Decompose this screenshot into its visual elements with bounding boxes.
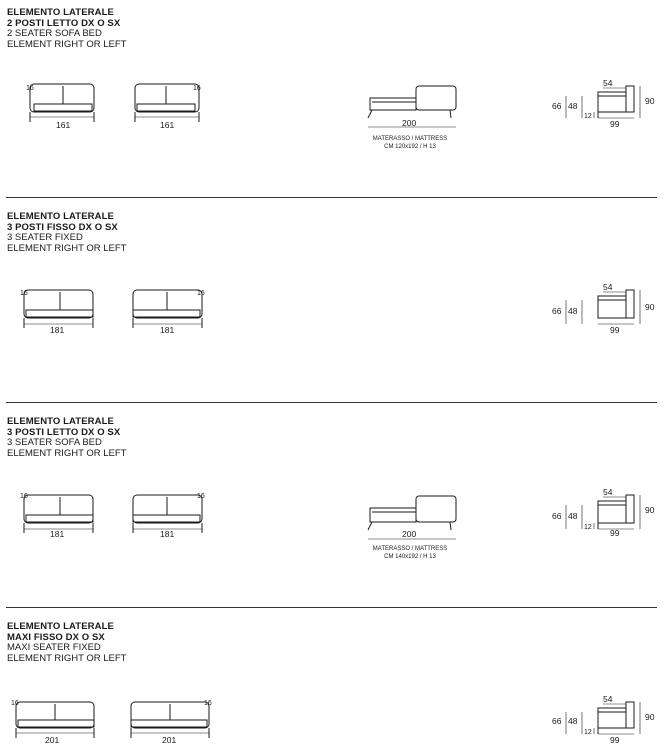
sofa-front-right-drawing [133, 495, 202, 533]
arm-dimension-left: 16 [20, 290, 28, 297]
seat-depth-dimension: 54 [603, 282, 613, 292]
height-dimension: 90 [645, 505, 655, 515]
mattress-label: MATERASSO / MATTRESS [372, 136, 448, 142]
heading-model: 3 POSTI FISSO DX O SX [7, 221, 118, 233]
leg-height-dimension: 12 [584, 113, 592, 120]
arm-dimension-right: 16 [193, 85, 201, 92]
depth-dimension: 99 [610, 119, 620, 129]
section-3-seater-sofa-bed [0, 409, 672, 614]
section-2-seater-sofa-bed [0, 0, 672, 205]
width-dimension-right: 181 [160, 325, 175, 335]
mattress-label: MATERASSO / MATTRESS [372, 546, 448, 552]
sofa-front-left-drawing [16, 702, 94, 738]
heading-subtitle: 3 SEATER FIXED [7, 232, 83, 243]
seat-depth-dimension: 54 [603, 694, 613, 704]
width-dimension-right: 181 [160, 529, 175, 539]
bed-length-dimension: 200 [402, 118, 417, 128]
drawing-2-seater-sofa-bed [0, 0, 672, 205]
mattress-size: CM 140x192 / H 13 [384, 554, 436, 560]
width-dimension-left: 161 [56, 120, 71, 130]
section-divider [6, 197, 657, 198]
arm-dimension-left: 16 [11, 700, 19, 707]
heading-model: 2 POSTI LETTO DX O SX [7, 17, 121, 29]
heading-subtitle: MAXI SEATER FIXED [7, 642, 101, 653]
drawing-maxi-fixed [0, 614, 672, 752]
section-divider [6, 402, 657, 403]
seat-height-dimension: 48 [568, 306, 578, 316]
heading-title: ELEMENTO LATERALE [7, 211, 114, 222]
mattress-note [355, 135, 465, 151]
width-dimension-right: 201 [162, 735, 177, 745]
drawing-3-seater-sofa-bed [0, 409, 672, 614]
depth-dimension: 99 [610, 735, 620, 745]
depth-dimension: 99 [610, 528, 620, 538]
arm-dimension-right: 16 [197, 290, 205, 297]
sofa-front-right-drawing [135, 84, 199, 122]
height-dimension: 90 [645, 302, 655, 312]
height-dimension: 90 [645, 96, 655, 106]
heading-model: 3 POSTI LETTO DX O SX [7, 426, 121, 438]
heading-subtitle: 2 SEATER SOFA BED [7, 28, 102, 39]
seat-height-dimension: 48 [568, 511, 578, 521]
mattress-size: CM 120x192 / H 13 [384, 144, 436, 150]
width-dimension-left: 181 [50, 529, 65, 539]
heading-model: MAXI FISSO DX O SX [7, 631, 105, 643]
width-dimension-left: 201 [45, 735, 60, 745]
leg-height-dimension: 12 [584, 729, 592, 736]
sofa-front-right-drawing [131, 702, 209, 738]
mattress-note [355, 545, 465, 561]
heading-title: ELEMENTO LATERALE [7, 416, 114, 427]
heading-subtitle: 3 SEATER SOFA BED [7, 437, 102, 448]
section-divider [6, 607, 657, 608]
section-3-seater-fixed [0, 204, 672, 409]
width-dimension-right: 161 [160, 120, 175, 130]
sofa-front-left-drawing [30, 84, 94, 122]
depth-dimension: 99 [610, 325, 620, 335]
width-dimension-left: 181 [50, 325, 65, 335]
heading-title: ELEMENTO LATERALE [7, 621, 114, 632]
seat-height-dimension: 48 [568, 101, 578, 111]
drawing-3-seater-fixed [0, 204, 672, 409]
sofa-front-left-drawing [24, 495, 93, 533]
seat-depth-dimension: 54 [603, 78, 613, 88]
arm-dimension-left: 16 [26, 85, 34, 92]
arm-dimension-right: 16 [197, 493, 205, 500]
arm-height-dimension: 66 [552, 716, 562, 726]
bed-length-dimension: 200 [402, 529, 417, 539]
heading-subtitle-2: ELEMENT RIGHT OR LEFT [7, 652, 127, 664]
arm-height-dimension: 66 [552, 511, 562, 521]
seat-depth-dimension: 54 [603, 487, 613, 497]
sofa-front-left-drawing [24, 290, 93, 328]
sofa-front-right-drawing [133, 290, 202, 328]
arm-height-dimension: 66 [552, 101, 562, 111]
heading-subtitle-2: ELEMENT RIGHT OR LEFT [7, 242, 127, 254]
height-dimension: 90 [645, 712, 655, 722]
arm-dimension-right: 16 [204, 700, 212, 707]
heading-subtitle-2: ELEMENT RIGHT OR LEFT [7, 447, 127, 459]
heading-title: ELEMENTO LATERALE [7, 7, 114, 18]
heading-subtitle-2: ELEMENT RIGHT OR LEFT [7, 38, 127, 50]
arm-height-dimension: 66 [552, 306, 562, 316]
seat-height-dimension: 48 [568, 716, 578, 726]
arm-dimension-left: 16 [20, 493, 28, 500]
leg-height-dimension: 12 [584, 524, 592, 531]
section-maxi-fixed [0, 614, 672, 752]
